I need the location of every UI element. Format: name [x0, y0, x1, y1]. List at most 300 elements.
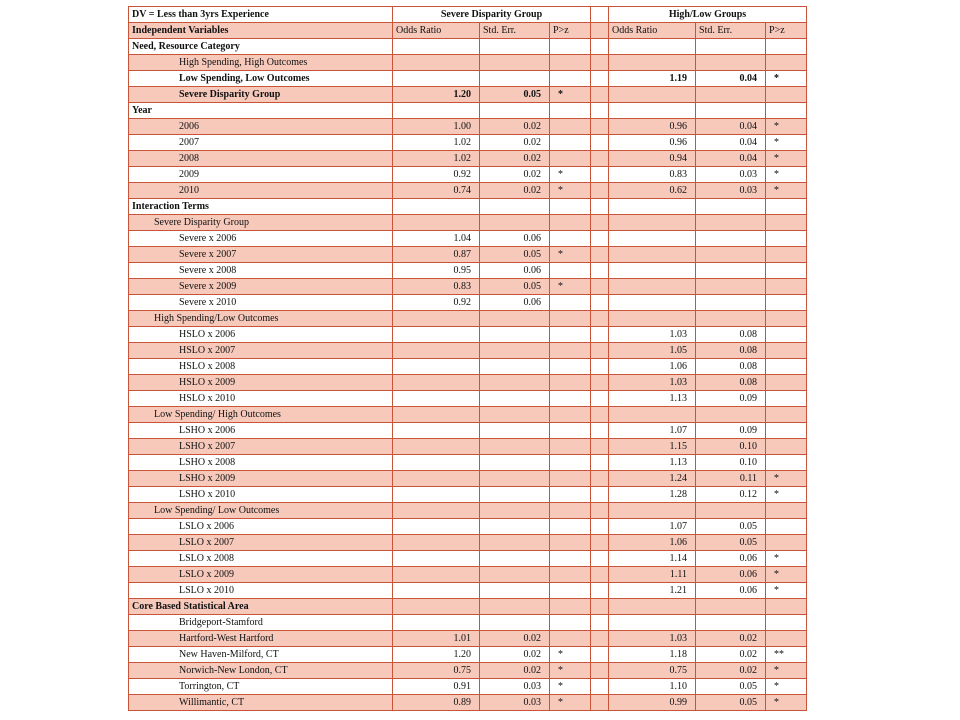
variable-label: New Haven-Milford, CT	[129, 647, 393, 663]
variable-label: LSHO x 2009	[129, 471, 393, 487]
std-err-cell: 0.06	[696, 551, 766, 567]
variable-label: Norwich-New London, CT	[129, 663, 393, 679]
spacer-cell	[591, 567, 609, 583]
spacer-cell	[591, 311, 609, 327]
p-header-1: P>z	[550, 23, 591, 39]
table-row	[129, 231, 807, 247]
significance-cell	[550, 215, 591, 231]
significance-cell: **	[766, 647, 807, 663]
odds-ratio-cell: 1.04	[393, 231, 480, 247]
std-err-cell: 0.12	[696, 487, 766, 503]
spacer-cell	[591, 263, 609, 279]
spacer-cell	[591, 375, 609, 391]
std-err-cell: 0.05	[696, 695, 766, 711]
odds-ratio-cell	[609, 199, 696, 215]
odds-ratio-cell: 1.10	[609, 679, 696, 695]
odds-ratio-cell	[393, 423, 480, 439]
odds-ratio-cell	[393, 39, 480, 55]
significance-cell	[550, 103, 591, 119]
variable-label: LSLO x 2010	[129, 583, 393, 599]
variable-label: LSLO x 2006	[129, 519, 393, 535]
variable-label: LSLO x 2007	[129, 535, 393, 551]
odds-ratio-cell	[393, 343, 480, 359]
std-err-cell	[696, 615, 766, 631]
table-row	[129, 615, 807, 631]
significance-cell	[550, 119, 591, 135]
std-err-cell	[480, 439, 550, 455]
std-err-header-2: Std. Err.	[696, 23, 766, 39]
significance-cell	[550, 231, 591, 247]
table-row	[129, 343, 807, 359]
spacer-cell	[591, 535, 609, 551]
std-err-cell: 0.06	[696, 567, 766, 583]
spacer-cell	[591, 679, 609, 695]
odds-ratio-cell: 1.02	[393, 135, 480, 151]
significance-cell	[766, 263, 807, 279]
spacer-cell	[591, 151, 609, 167]
std-err-cell: 0.02	[480, 167, 550, 183]
std-err-cell	[480, 391, 550, 407]
significance-cell	[766, 215, 807, 231]
table-row	[129, 167, 807, 183]
std-err-cell: 0.02	[696, 631, 766, 647]
std-err-cell: 0.08	[696, 343, 766, 359]
odds-ratio-cell: 1.13	[609, 455, 696, 471]
std-err-cell	[480, 359, 550, 375]
significance-cell: *	[766, 183, 807, 199]
std-err-cell	[480, 375, 550, 391]
odds-ratio-cell: 1.06	[609, 359, 696, 375]
odds-ratio-cell	[393, 551, 480, 567]
spacer-cell	[591, 135, 609, 151]
odds-ratio-cell	[609, 615, 696, 631]
spacer-cell	[591, 7, 609, 23]
p-header-2: P>z	[766, 23, 807, 39]
table-row	[129, 247, 807, 263]
significance-cell	[766, 519, 807, 535]
significance-cell	[550, 39, 591, 55]
variable-label: Severe x 2007	[129, 247, 393, 263]
header-row-columns	[129, 23, 807, 39]
odds-ratio-header-2: Odds Ratio	[609, 23, 696, 39]
odds-ratio-cell	[393, 71, 480, 87]
odds-ratio-cell: 1.13	[609, 391, 696, 407]
std-err-cell	[480, 311, 550, 327]
std-err-cell: 0.02	[480, 135, 550, 151]
odds-ratio-cell: 1.02	[393, 151, 480, 167]
odds-ratio-cell: 0.74	[393, 183, 480, 199]
significance-cell	[766, 247, 807, 263]
spacer-cell	[591, 87, 609, 103]
std-err-header-1: Std. Err.	[480, 23, 550, 39]
table-row	[129, 487, 807, 503]
std-err-cell	[480, 503, 550, 519]
significance-cell	[766, 503, 807, 519]
significance-cell: *	[550, 679, 591, 695]
odds-ratio-cell	[609, 231, 696, 247]
variable-label: HSLO x 2006	[129, 327, 393, 343]
table-row	[129, 327, 807, 343]
table-row	[129, 567, 807, 583]
std-err-cell: 0.03	[696, 167, 766, 183]
odds-ratio-cell: 0.94	[609, 151, 696, 167]
significance-cell	[550, 519, 591, 535]
odds-ratio-cell: 0.99	[609, 695, 696, 711]
std-err-cell	[480, 615, 550, 631]
spacer-cell	[591, 343, 609, 359]
std-err-cell	[696, 103, 766, 119]
spacer-cell	[591, 215, 609, 231]
odds-ratio-cell	[393, 503, 480, 519]
std-err-cell	[480, 487, 550, 503]
std-err-cell	[480, 39, 550, 55]
std-err-cell: 0.05	[480, 247, 550, 263]
significance-cell	[766, 87, 807, 103]
spacer-cell	[591, 423, 609, 439]
significance-cell	[550, 455, 591, 471]
odds-ratio-cell: 1.03	[609, 631, 696, 647]
spacer-cell	[591, 231, 609, 247]
significance-cell: *	[766, 135, 807, 151]
table-row	[129, 695, 807, 711]
variable-label: HSLO x 2010	[129, 391, 393, 407]
significance-cell: *	[550, 647, 591, 663]
significance-cell	[550, 423, 591, 439]
table-row	[129, 663, 807, 679]
std-err-cell	[696, 295, 766, 311]
odds-ratio-cell: 1.28	[609, 487, 696, 503]
table-row	[129, 519, 807, 535]
std-err-cell	[696, 39, 766, 55]
spacer-cell	[591, 391, 609, 407]
std-err-cell: 0.08	[696, 359, 766, 375]
variable-label: Interaction Terms	[129, 199, 393, 215]
table-row	[129, 39, 807, 55]
odds-ratio-cell	[609, 295, 696, 311]
spacer-cell	[591, 119, 609, 135]
spacer-cell	[591, 71, 609, 87]
variable-label: LSHO x 2010	[129, 487, 393, 503]
std-err-cell: 0.02	[696, 663, 766, 679]
spacer-cell	[591, 167, 609, 183]
spacer-cell	[591, 439, 609, 455]
odds-ratio-cell	[393, 583, 480, 599]
std-err-cell	[696, 87, 766, 103]
variable-label: LSHO x 2006	[129, 423, 393, 439]
odds-ratio-cell: 1.07	[609, 519, 696, 535]
variable-label: Year	[129, 103, 393, 119]
table-row	[129, 263, 807, 279]
significance-cell	[766, 535, 807, 551]
odds-ratio-cell	[609, 87, 696, 103]
spacer-cell	[591, 583, 609, 599]
odds-ratio-cell: 1.03	[609, 327, 696, 343]
significance-cell	[550, 407, 591, 423]
std-err-cell: 0.05	[696, 535, 766, 551]
significance-cell	[550, 535, 591, 551]
significance-cell	[550, 311, 591, 327]
variable-label: Low Spending/ High Outcomes	[129, 407, 393, 423]
odds-ratio-cell: 1.21	[609, 583, 696, 599]
table-row	[129, 71, 807, 87]
significance-cell	[766, 39, 807, 55]
variable-label: Torrington, CT	[129, 679, 393, 695]
significance-cell	[550, 135, 591, 151]
significance-cell	[550, 295, 591, 311]
dv-label: DV = Less than 3yrs Experience	[129, 7, 393, 23]
table-row	[129, 199, 807, 215]
independent-variables-header: Independent Variables	[129, 23, 393, 39]
variable-label: LSHO x 2008	[129, 455, 393, 471]
odds-ratio-cell	[609, 503, 696, 519]
std-err-cell	[696, 503, 766, 519]
significance-cell	[766, 103, 807, 119]
std-err-cell	[696, 231, 766, 247]
spacer-cell	[591, 631, 609, 647]
table-row	[129, 119, 807, 135]
table-row	[129, 183, 807, 199]
std-err-cell: 0.02	[480, 151, 550, 167]
std-err-cell: 0.03	[480, 695, 550, 711]
odds-ratio-cell: 1.15	[609, 439, 696, 455]
std-err-cell	[480, 599, 550, 615]
table-row	[129, 631, 807, 647]
variable-label: Severe Disparity Group	[129, 87, 393, 103]
std-err-cell: 0.02	[480, 631, 550, 647]
table-row	[129, 311, 807, 327]
std-err-cell: 0.02	[480, 663, 550, 679]
table-row	[129, 215, 807, 231]
spacer-cell	[591, 471, 609, 487]
odds-ratio-cell: 0.92	[393, 167, 480, 183]
significance-cell: *	[766, 567, 807, 583]
variable-label: Willimantic, CT	[129, 695, 393, 711]
table-row	[129, 471, 807, 487]
table-row	[129, 423, 807, 439]
significance-cell	[550, 151, 591, 167]
std-err-cell	[696, 311, 766, 327]
odds-ratio-cell	[609, 311, 696, 327]
std-err-cell: 0.04	[696, 135, 766, 151]
spacer-cell	[591, 23, 609, 39]
odds-ratio-cell	[393, 391, 480, 407]
variable-label: Severe x 2010	[129, 295, 393, 311]
variable-label: 2007	[129, 135, 393, 151]
odds-ratio-cell	[393, 327, 480, 343]
odds-ratio-cell: 1.03	[609, 375, 696, 391]
std-err-cell: 0.05	[696, 519, 766, 535]
odds-ratio-cell	[393, 311, 480, 327]
std-err-cell: 0.08	[696, 327, 766, 343]
spacer-cell	[591, 407, 609, 423]
significance-cell	[550, 503, 591, 519]
variable-label: Low Spending/ Low Outcomes	[129, 503, 393, 519]
odds-ratio-cell	[609, 39, 696, 55]
odds-ratio-cell	[393, 359, 480, 375]
odds-ratio-cell	[609, 247, 696, 263]
spacer-cell	[591, 503, 609, 519]
odds-ratio-cell	[393, 487, 480, 503]
significance-cell: *	[766, 663, 807, 679]
significance-cell	[766, 327, 807, 343]
odds-ratio-cell: 0.75	[393, 663, 480, 679]
odds-ratio-cell	[609, 103, 696, 119]
odds-ratio-cell: 0.96	[609, 135, 696, 151]
table-row	[129, 391, 807, 407]
std-err-cell: 0.03	[696, 183, 766, 199]
std-err-cell: 0.06	[480, 295, 550, 311]
spacer-cell	[591, 615, 609, 631]
odds-ratio-cell	[393, 567, 480, 583]
table-row	[129, 87, 807, 103]
std-err-cell	[480, 55, 550, 71]
std-err-cell: 0.10	[696, 439, 766, 455]
odds-ratio-cell	[393, 615, 480, 631]
variable-label: Hartford-West Hartford	[129, 631, 393, 647]
significance-cell	[550, 615, 591, 631]
spacer-cell	[591, 39, 609, 55]
std-err-cell	[696, 215, 766, 231]
significance-cell: *	[766, 551, 807, 567]
table-row	[129, 439, 807, 455]
spacer-cell	[591, 663, 609, 679]
significance-cell	[766, 359, 807, 375]
table-row	[129, 551, 807, 567]
spacer-cell	[591, 327, 609, 343]
table-row	[129, 135, 807, 151]
std-err-cell	[696, 199, 766, 215]
std-err-cell: 0.03	[480, 679, 550, 695]
std-err-cell: 0.09	[696, 391, 766, 407]
significance-cell: *	[766, 487, 807, 503]
variable-label: LSHO x 2007	[129, 439, 393, 455]
std-err-cell	[696, 55, 766, 71]
significance-cell: *	[550, 247, 591, 263]
std-err-cell	[480, 103, 550, 119]
group1-header: Severe Disparity Group	[393, 7, 591, 23]
odds-ratio-cell	[393, 375, 480, 391]
odds-ratio-cell	[393, 471, 480, 487]
std-err-cell	[480, 567, 550, 583]
odds-ratio-cell: 1.18	[609, 647, 696, 663]
table-row	[129, 455, 807, 471]
significance-cell: *	[550, 279, 591, 295]
odds-ratio-cell	[393, 55, 480, 71]
std-err-cell: 0.02	[696, 647, 766, 663]
std-err-cell: 0.10	[696, 455, 766, 471]
odds-ratio-cell	[393, 455, 480, 471]
significance-cell	[550, 375, 591, 391]
std-err-cell	[480, 343, 550, 359]
spacer-cell	[591, 647, 609, 663]
odds-ratio-cell: 1.05	[609, 343, 696, 359]
significance-cell	[766, 231, 807, 247]
significance-cell: *	[766, 679, 807, 695]
header-row-title	[129, 7, 807, 23]
odds-ratio-cell	[393, 103, 480, 119]
odds-ratio-cell	[393, 199, 480, 215]
spacer-cell	[591, 695, 609, 711]
significance-cell	[550, 359, 591, 375]
significance-cell	[766, 199, 807, 215]
significance-cell	[550, 471, 591, 487]
significance-cell: *	[766, 695, 807, 711]
odds-ratio-cell: 1.07	[609, 423, 696, 439]
std-err-cell: 0.06	[480, 263, 550, 279]
table-row	[129, 375, 807, 391]
significance-cell: *	[550, 167, 591, 183]
std-err-cell	[480, 551, 550, 567]
table-row	[129, 503, 807, 519]
spacer-cell	[591, 199, 609, 215]
significance-cell: *	[766, 71, 807, 87]
significance-cell: *	[766, 151, 807, 167]
std-err-cell: 0.06	[696, 583, 766, 599]
std-err-cell: 0.08	[696, 375, 766, 391]
spacer-cell	[591, 455, 609, 471]
std-err-cell	[696, 407, 766, 423]
significance-cell	[550, 55, 591, 71]
odds-ratio-cell	[609, 215, 696, 231]
variable-label: Severe x 2008	[129, 263, 393, 279]
odds-ratio-cell	[393, 519, 480, 535]
significance-cell: *	[550, 183, 591, 199]
std-err-cell: 0.04	[696, 71, 766, 87]
odds-ratio-cell: 1.00	[393, 119, 480, 135]
significance-cell	[550, 439, 591, 455]
variable-label: Low Spending, Low Outcomes	[129, 71, 393, 87]
std-err-cell: 0.11	[696, 471, 766, 487]
odds-ratio-cell	[609, 279, 696, 295]
spacer-cell	[591, 487, 609, 503]
significance-cell	[766, 279, 807, 295]
spacer-cell	[591, 183, 609, 199]
significance-cell: *	[766, 119, 807, 135]
significance-cell: *	[550, 87, 591, 103]
significance-cell	[766, 55, 807, 71]
variable-label: LSLO x 2008	[129, 551, 393, 567]
significance-cell	[766, 423, 807, 439]
significance-cell	[550, 327, 591, 343]
variable-label: High Spending, High Outcomes	[129, 55, 393, 71]
odds-ratio-cell: 1.19	[609, 71, 696, 87]
significance-cell	[766, 615, 807, 631]
std-err-cell	[480, 327, 550, 343]
variable-label: HSLO x 2007	[129, 343, 393, 359]
std-err-cell	[696, 263, 766, 279]
variable-label: 2006	[129, 119, 393, 135]
significance-cell: *	[550, 695, 591, 711]
odds-ratio-cell: 1.24	[609, 471, 696, 487]
variable-label: High Spending/Low Outcomes	[129, 311, 393, 327]
spacer-cell	[591, 55, 609, 71]
odds-ratio-cell	[393, 439, 480, 455]
table-row	[129, 151, 807, 167]
odds-ratio-cell	[393, 215, 480, 231]
significance-cell	[550, 263, 591, 279]
odds-ratio-cell: 0.96	[609, 119, 696, 135]
regression-table	[128, 6, 807, 711]
odds-ratio-cell: 0.83	[609, 167, 696, 183]
significance-cell	[550, 343, 591, 359]
std-err-cell: 0.02	[480, 183, 550, 199]
table-row	[129, 279, 807, 295]
table-row	[129, 407, 807, 423]
odds-ratio-cell	[609, 407, 696, 423]
table-row	[129, 647, 807, 663]
variable-label: Core Based Statistical Area	[129, 599, 393, 615]
odds-ratio-cell	[393, 407, 480, 423]
